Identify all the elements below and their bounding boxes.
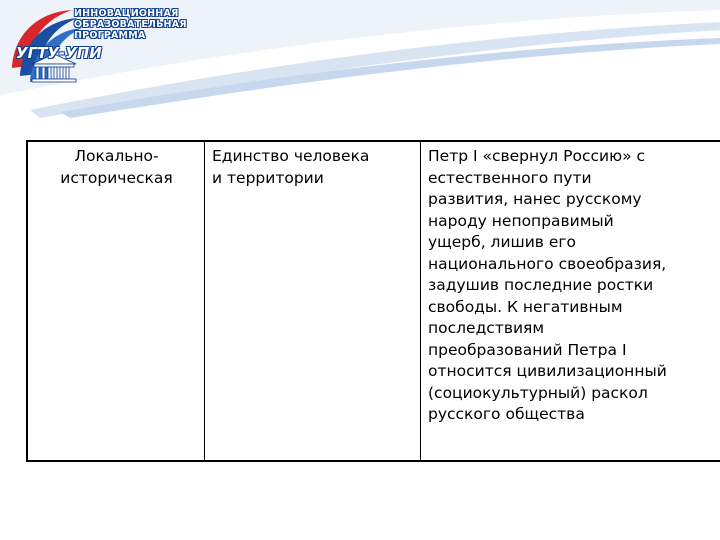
content-table [26, 140, 720, 462]
cell-text: Единство человека и территории [212, 147, 370, 187]
logo-line-3: ПРОГРАММА [74, 30, 146, 41]
table-cell-approach [27, 141, 205, 461]
logo-line-1: ИННОВАЦИОННАЯ [74, 8, 179, 19]
table-cell-principle [205, 141, 421, 461]
university-logo [8, 6, 187, 86]
logo-line-2: ОБРАЗОВАТЕЛЬНАЯ [74, 19, 187, 30]
cell-text: Петр I «свернул Россию» с естественного пути развития, нанес русскому народу непоправимый ущерб, лишив его национального своеобразия, задушив последние ростки свободы. К негативным последствиям преобразований Петра I относится цивилизационный (социокультурный) раскол русского общества [428, 147, 667, 423]
table-row [27, 141, 720, 461]
logo-brand-text: УГТУ-УПИ [16, 44, 102, 62]
table-cell-assessment [421, 141, 720, 461]
cell-text: Локально- историческая [60, 147, 173, 187]
